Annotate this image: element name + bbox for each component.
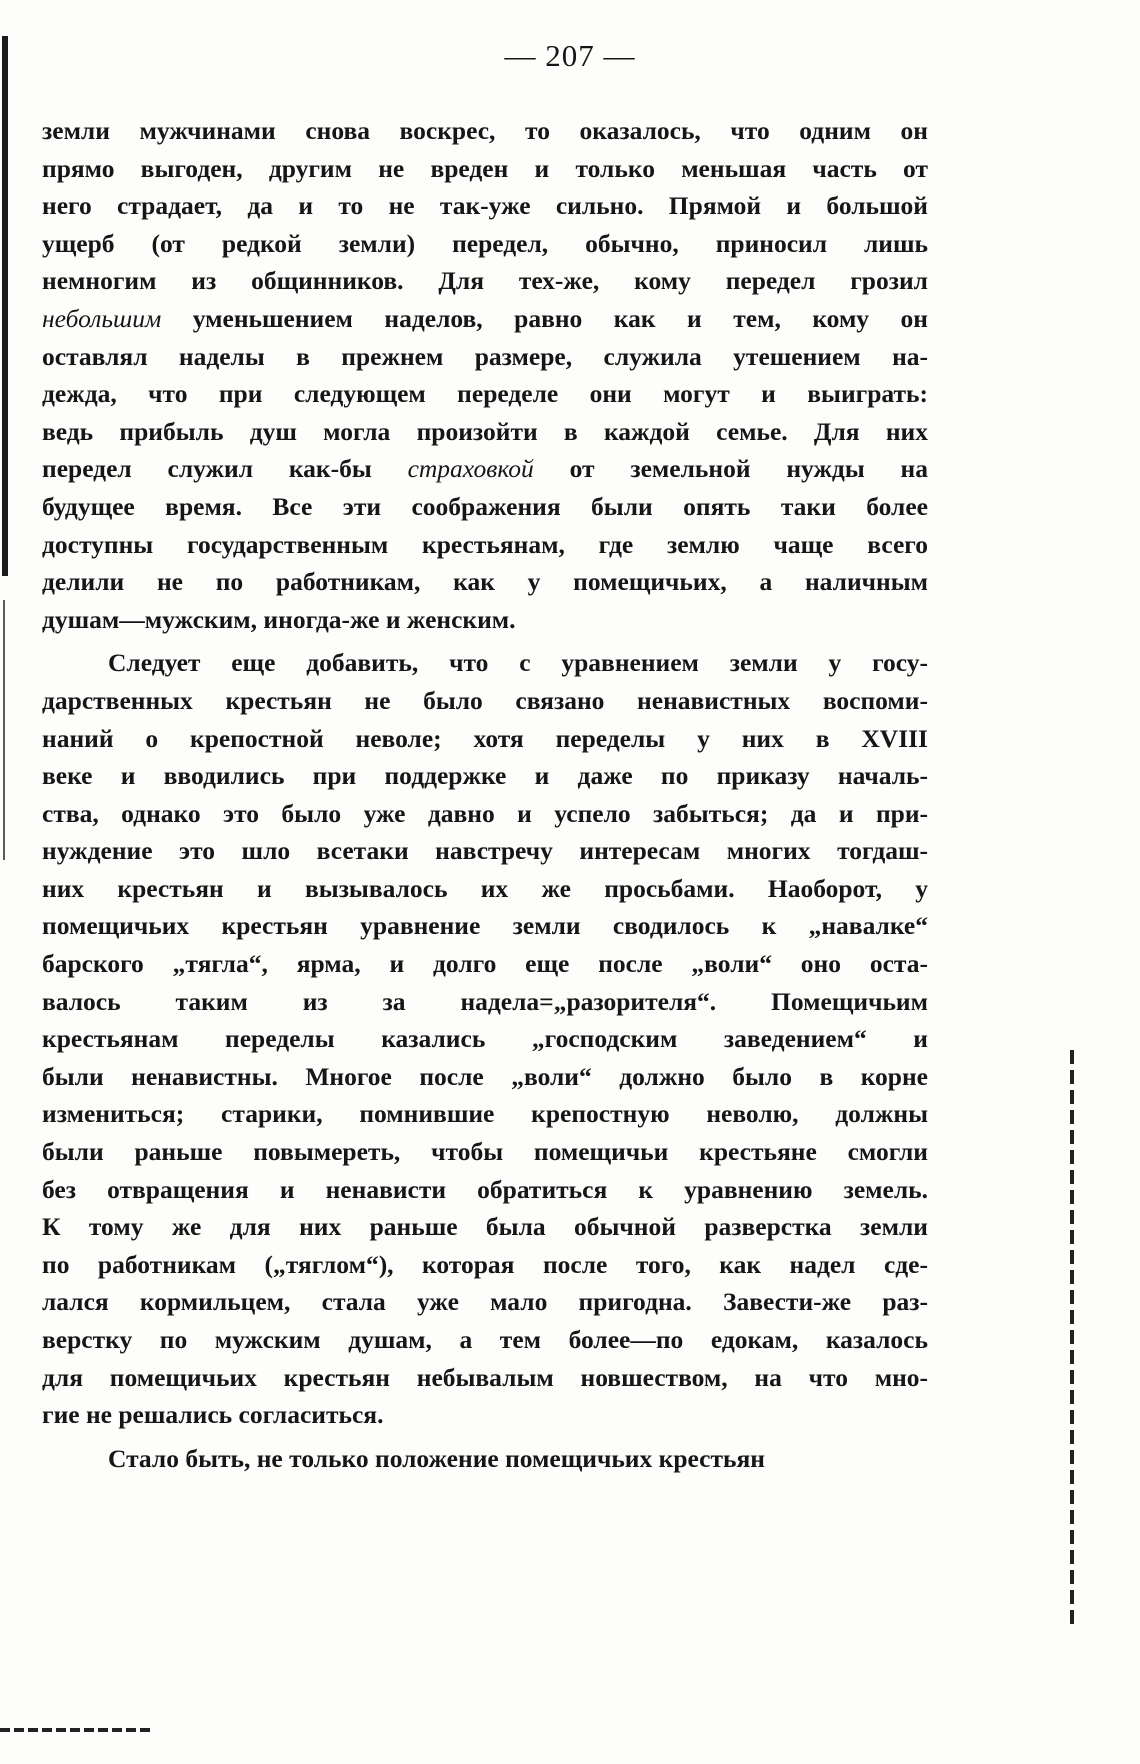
text-segment: верстку по мужским душам, а тем более—по едокам, казалось <box>42 1325 928 1354</box>
scan-edge-left <box>2 36 8 576</box>
text-line <box>42 338 928 376</box>
text-line <box>42 413 928 451</box>
text-segment: измениться; старики, помнившие крепостную неволю, должны <box>42 1099 928 1129</box>
text-line <box>42 795 928 833</box>
italic-emphasis: страховкой <box>407 454 534 484</box>
text-line <box>42 1283 928 1321</box>
text-segment: от земельной нужды на <box>533 454 928 484</box>
page-number: — 207 — <box>504 38 636 73</box>
text-line <box>42 1359 928 1397</box>
text-segment: дарственных крестьян не было связано ненавистных воспоми- <box>42 685 928 715</box>
text-line <box>42 1246 928 1284</box>
text-segment: помещичьих крестьян уравнение земли сводилось к „навалке“ <box>42 911 928 941</box>
text-segment: крестьянам переделы казались „господским заведением“ и <box>42 1024 928 1054</box>
scan-edge-left-mark <box>3 600 5 860</box>
text-line <box>42 375 928 413</box>
text-segment: передел служил как-бы <box>42 454 408 484</box>
text-segment: него страдает, да и то не так-уже сильно. Прямой и большой <box>42 191 928 221</box>
text-body <box>42 112 928 1477</box>
text-line <box>42 1208 928 1246</box>
text-segment: были ненавистны. Многое после „воли“ должно было в корне <box>42 1061 928 1091</box>
text-segment: ства, однако это было уже давно и успело забыться; да и при- <box>42 798 928 828</box>
text-line <box>42 488 928 526</box>
scan-edge-bottom <box>0 1728 150 1732</box>
italic-emphasis: небольшим <box>42 303 162 333</box>
text-segment: без отвращения и ненависти обратиться к уравнению земель. <box>42 1174 928 1204</box>
text-line <box>42 945 928 983</box>
scan-edge-right <box>1070 1050 1074 1630</box>
text-segment: по работникам („тяглом“), которая после того, как надел сде- <box>42 1249 928 1279</box>
text-line <box>42 1440 928 1478</box>
text-segment: них крестьян и вызывалось их же просьбами. Наоборот, у <box>42 873 928 903</box>
text-line <box>42 832 928 870</box>
text-line <box>42 601 928 639</box>
text-segment: душам—мужским, иногда-же и женским. <box>42 604 516 634</box>
text-segment: Стало быть, не только положение помещичьих крестьян <box>108 1443 765 1473</box>
text-segment: уменьшением наделов, равно как и тем, кому он <box>161 303 928 333</box>
text-segment: были раньше повымереть, чтобы помещичьи крестьяне смогли <box>42 1137 928 1167</box>
text-line <box>42 1396 928 1434</box>
text-segment: К тому же для них раньше была обычной разверстка земли <box>42 1212 928 1242</box>
text-line <box>42 1171 928 1209</box>
text-line <box>42 225 928 263</box>
text-segment: гие не решались согласиться. <box>42 1400 384 1430</box>
text-line <box>42 150 928 188</box>
text-line <box>42 983 928 1021</box>
text-segment: доступны государственным крестьянам, где землю чаще всего <box>42 529 928 559</box>
text-line <box>42 870 928 908</box>
text-segment: оставлял наделы в прежнем размере, служила утешением на- <box>42 341 928 371</box>
text-segment: дежда, что при следующем переделе они могут и выиграть: <box>42 379 928 409</box>
text-segment: Следует еще добавить, что с уравнением земли у госу- <box>108 648 928 678</box>
text-segment: будущее время. Все эти соображения были опять таки более <box>42 491 928 521</box>
text-line <box>42 262 928 300</box>
text-segment: земли мужчинами снова воскрес, то оказалось, что одним он <box>42 116 928 145</box>
text-segment: ущерб (от редкой земли) передел, обычно, приносил лишь <box>42 228 928 258</box>
text-segment: нуждение это шло всетаки навстречу интересам многих тогдаш- <box>42 836 928 866</box>
text-line <box>42 112 928 150</box>
text-line <box>42 563 928 601</box>
text-line <box>42 450 928 488</box>
text-segment: валось таким из за надела=„разорителя“. Помещичьим <box>42 986 928 1016</box>
text-segment: немногим из общинников. Для тех-же, кому передел грозил <box>42 266 928 296</box>
text-line <box>42 187 928 225</box>
text-line <box>42 720 928 758</box>
text-line <box>42 1058 928 1096</box>
text-line <box>42 682 928 720</box>
text-line <box>42 1095 928 1133</box>
text-line <box>42 1133 928 1171</box>
text-segment: барского „тягла“, ярма, и долго еще после „воли“ оно оста- <box>42 949 928 979</box>
text-segment: для помещичьих крестьян небывалым новшеством, на что мно- <box>42 1362 928 1392</box>
text-segment: ведь прибыль душ могла произойти в каждой семье. Для них <box>42 416 928 446</box>
text-segment: веке и вводились при поддержке и даже по приказу началь- <box>42 761 928 791</box>
text-line <box>42 644 928 682</box>
text-line <box>42 300 928 338</box>
text-line <box>42 526 928 564</box>
text-line <box>42 907 928 945</box>
text-segment: наний о крепостной неволе; хотя переделы у них в XVIII <box>42 723 928 753</box>
text-line <box>42 1321 928 1359</box>
text-line <box>42 1020 928 1058</box>
text-segment: лался кормильцем, стала уже мало пригодна. Завести-же раз- <box>42 1287 928 1317</box>
text-line <box>42 757 928 795</box>
text-segment: прямо выгоден, другим не вреден и только меньшая часть от <box>42 153 928 183</box>
text-segment: делили не по работникам, как у помещичьих, а наличным <box>42 567 928 597</box>
